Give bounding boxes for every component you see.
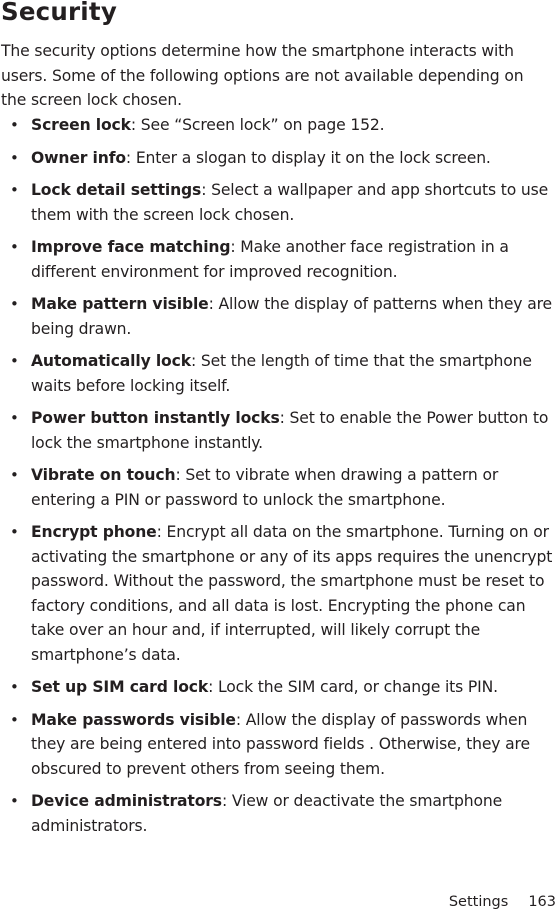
option-name: Lock detail settings (31, 181, 202, 199)
option-description: : Set to enable the Power button to lock the smartphone instantly. (31, 409, 549, 452)
option-owner-info (0, 146, 556, 171)
option-description: : Enter a slogan to display it on the lock screen. (125, 148, 491, 167)
option-description: : See “Screen lock” on page 152. (130, 116, 385, 134)
option-name: Improve face matching (31, 238, 231, 256)
option-make-passwords-visible (0, 708, 556, 782)
option-improve-face-matching (0, 235, 556, 284)
bullet: • (10, 792, 19, 810)
option-name: Screen lock (31, 116, 131, 134)
option-description: : Encrypt all data on the smartphone. Turning on or activating the smartphone or any of its apps requires the unencrypt password. Without the password, the smartphone must be reset to factory conditions, and all data is lost. Encrypting the phone can take over an hour and, if interrupted, will likely corrupt the smartphone’s data. (31, 523, 553, 664)
bullet: • (10, 466, 19, 484)
option-name: Power button instantly locks (31, 409, 280, 427)
bullet: • (10, 148, 19, 167)
page-title: Security (1, 0, 117, 26)
option-automatically-lock (0, 349, 556, 398)
option-encrypt-phone (0, 520, 556, 667)
option-name: Make pattern visible (31, 295, 209, 313)
option-description: : Set to vibrate when drawing a pattern or entering a PIN or password to unlock the smartphone. (31, 466, 499, 509)
page-number: 163 (528, 894, 556, 910)
option-power-button-instantly-locks (0, 406, 556, 455)
option-name: Automatically lock (31, 352, 191, 370)
option-make-pattern-visible (0, 292, 556, 341)
option-name: Vibrate on touch (31, 466, 176, 484)
option-description: : Make another face registration in a different environment for improved recognition. (31, 238, 509, 281)
option-screen-lock (0, 113, 556, 138)
option-vibrate-on-touch (0, 463, 556, 512)
option-name: Encrypt phone (31, 523, 157, 541)
option-description: : Allow the display of patterns when they are being drawn. (31, 295, 552, 338)
bullet: • (10, 181, 19, 199)
option-description: : Set the length of time that the smartphone waits before locking itself. (31, 352, 532, 395)
option-name: Owner info (31, 148, 126, 167)
option-device-administrators (0, 789, 556, 838)
bullet: • (10, 678, 19, 696)
bullet: • (10, 710, 19, 729)
page-footer (449, 890, 556, 914)
bullet: • (10, 409, 19, 427)
bullet: • (10, 352, 19, 370)
bullet: • (10, 295, 19, 313)
bullet: • (10, 116, 19, 134)
option-description: : Select a wallpaper and app shortcuts to use them with the screen lock chosen. (31, 181, 549, 224)
option-lock-detail-settings (0, 178, 556, 227)
option-description: : Lock the SIM card, or change its PIN. (208, 678, 498, 696)
option-set-up-sim-card-lock (0, 675, 556, 700)
option-name: Make passwords visible (31, 710, 236, 729)
option-name: Device administrators (31, 792, 222, 810)
bullet: • (10, 523, 19, 541)
footer-section-name: Settings (448, 894, 509, 910)
option-name: Set up SIM card lock (31, 678, 209, 696)
option-description: : View or deactivate the smartphone administrators. (31, 792, 503, 835)
option-description: : Allow the display of passwords when they are being entered into password fields . Otherwise, they are obscured to prevent others from seeing them. (31, 710, 530, 778)
bullet: • (10, 238, 19, 256)
intro-paragraph: The security options determine how the smartphone interacts with users. Some of the following options are not available depending on the screen lock chosen. (1, 42, 524, 109)
security-options-list (0, 113, 556, 846)
